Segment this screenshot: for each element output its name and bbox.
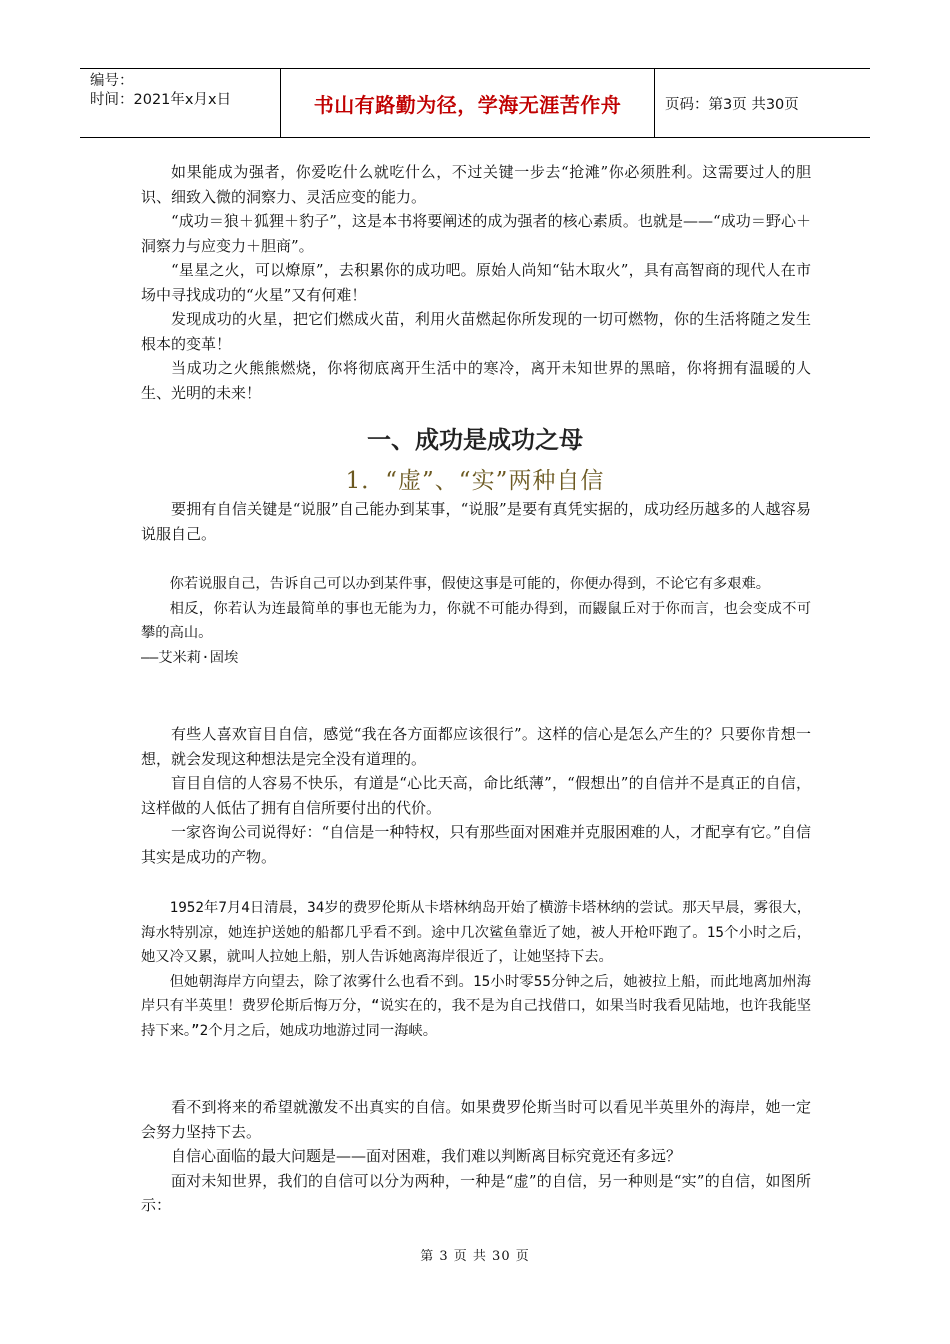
paragraph: 自信心面临的最大问题是——面对困难，我们难以判断离目标究竟还有多远？: [171, 1147, 682, 1165]
paragraph-group-3: [141, 1095, 811, 1218]
quote-block: [141, 572, 811, 670]
page-footer: 第 3 页 共 30 页: [420, 1249, 530, 1264]
story-block: [141, 896, 811, 1043]
paragraph: 当成功之火熊熊燃烧，你将彻底离开生活中的寒冷，离开未知世界的黑暗，你将拥有温暖的人生、光明的未来！: [141, 359, 811, 402]
header-page-label: 页码：第3页 共30页: [665, 96, 799, 113]
quote-author: ——艾米莉·固埃: [141, 649, 239, 666]
paragraph: 要拥有自信关键是“说服”自己能办到某事，“说服”是要有真凭实据的，成功经历越多的人越容易说服自己。: [141, 500, 811, 543]
quote-paragraph: 相反，你若认为连最简单的事也无能为力，你就不可能办得到，而鼹鼠丘对于你而言，也会变成不可攀的高山。: [141, 600, 811, 641]
paragraph: 面对未知世界，我们的自信可以分为两种，一种是“虚”的自信，另一种则是“实”的自信，如图所示：: [141, 1171, 811, 1214]
story-paragraph: 1952年7月4日清晨，34岁的费罗伦斯从卡塔林纳岛开始了横游卡塔林纳的尝试。那天早晨，雾很大，海水特别凉，她连护送她的船都几乎看不到。途中几次鲨鱼靠近了她，被人开枪吓跑了。15个小时之后，她又冷又累，就叫人拉她上船，别人告诉她离海岸很近了，让她坚持下去。: [141, 900, 811, 965]
paragraph: 看不到将来的希望就激发不出真实的自信。如果费罗伦斯当时可以看见半英里外的海岸，她一定会努力坚持下去。: [141, 1098, 811, 1141]
section-intro: [141, 497, 811, 546]
paragraph: 如果能成为强者，你爱吃什么就吃什么，不过关键一步去“抢滩”你必须胜利。这需要过人的胆识、细致入微的洞察力、灵活应变的能力。: [141, 163, 811, 206]
paragraph: 盲目自信的人容易不快乐，有道是“心比天高，命比纸薄”，“假想出”的自信并不是真正的自信，这样做的人低估了拥有自信所要付出的代价。: [141, 774, 811, 817]
intro-section: [141, 160, 811, 405]
header-meta: [80, 69, 281, 137]
header-table: [80, 68, 870, 138]
paragraph-group-2: [141, 722, 811, 869]
number-label: 编号：: [90, 73, 134, 89]
date-label: 时间：2021年x月x日: [90, 92, 232, 108]
paragraph: 一家咨询公司说得好：“自信是一种特权，只有那些面对困难并克服困难的人，才配享有它。”自信其实是成功的产物。: [141, 823, 811, 866]
header-motto: 书山有路勤为径，学海无涯苦作舟: [281, 69, 655, 137]
paragraph: “成功＝狼＋狐狸＋豹子”，这是本书将要阐述的成为强者的核心素质。也就是——“成功＝野心＋洞察力与应变力＋胆商”。: [141, 212, 811, 255]
quote-paragraph: 你若说服自己，告诉自己可以办到某件事，假使这事是可能的，你便办得到，不论它有多艰难。: [169, 576, 771, 592]
chapter-title: 一、成功是成功之母: [367, 426, 583, 454]
paragraph: 发现成功的火星，把它们燃成火苗，利用火苗燃起你所发现的一切可燃物，你的生活将随之发生根本的变革！: [141, 310, 811, 353]
story-paragraph: 但她朝海岸方向望去，除了浓雾什么也看不到。15小时零55分钟之后，她被拉上船，而此地离加州海岸只有半英里！费罗伦斯后悔万分，“说实在的，我不是为自己找借口，如果当时我看见陆地，也许我能坚持下来。”2个月之后，她成功地游过同一海峡。: [141, 973, 811, 1039]
paragraph: “星星之火，可以燎原”，去积累你的成功吧。原始人尚知“钻木取火”，具有高智商的现代人在市场中寻找成功的“火星”又有何难！: [141, 261, 811, 304]
paragraph: 有些人喜欢盲目自信，感觉“我在各方面都应该很行”。这样的信心是怎么产生的？只要你肯想一想，就会发现这种想法是完全没有道理的。: [141, 725, 811, 768]
section-title: 1．“虚”、“实”两种自信: [345, 468, 605, 494]
